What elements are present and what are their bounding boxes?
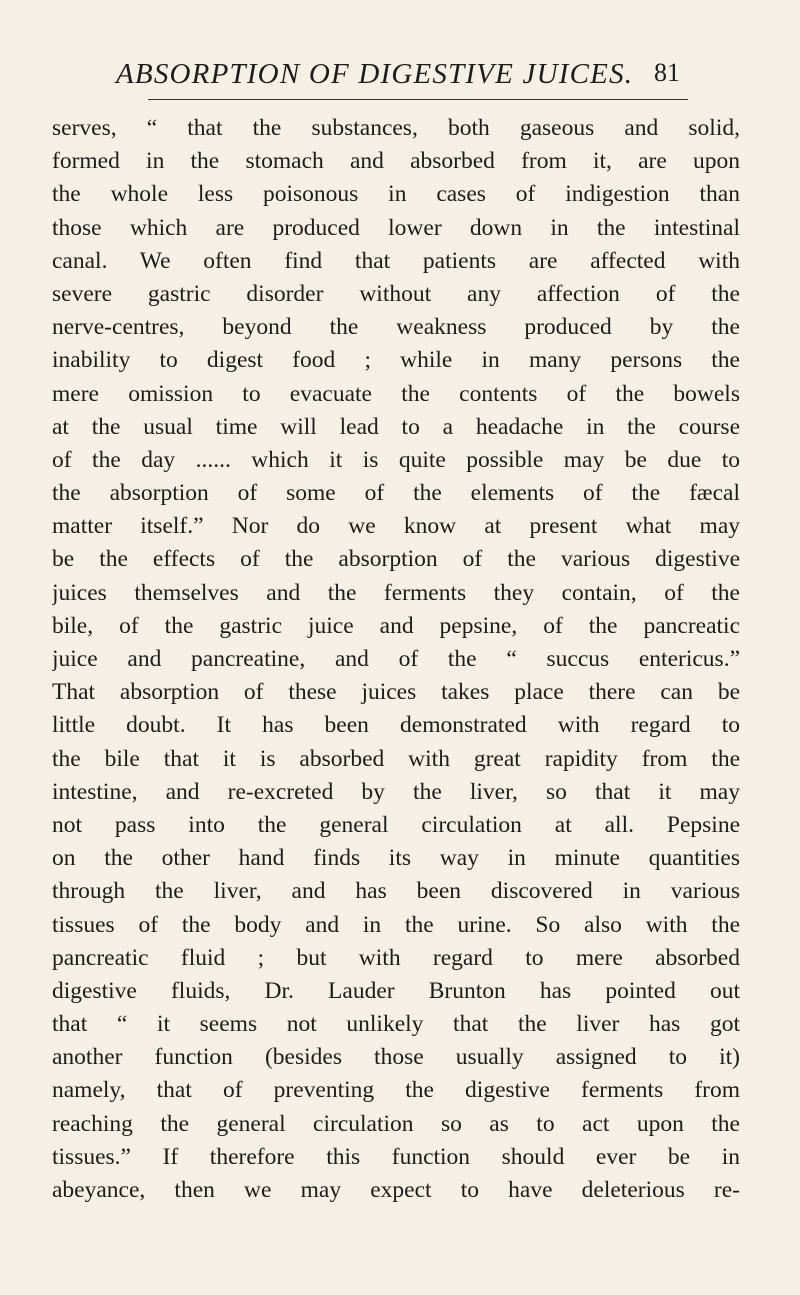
text-line: the absorption of some of the elements of the fæcal: [52, 480, 740, 507]
text-line: not pass into the general circulation at all. Pepsine: [52, 811, 740, 838]
text-line: on the other hand finds its way in minute quantities: [52, 845, 740, 872]
text-line: nerve-centres, beyond the weakness produced by the: [52, 314, 740, 341]
text-line: through the liver, and has been discovered in various: [52, 878, 740, 905]
text-line: those which are produced lower down in the intestinal: [52, 214, 740, 241]
text-line: tissues of the body and in the urine. So also with the: [52, 911, 740, 938]
text-line: another function (besides those usually assigned to it): [52, 1044, 740, 1071]
text-line: digestive fluids, Dr. Lauder Brunton has pointed out: [52, 977, 740, 1004]
text-line: intestine, and re-excreted by the liver, so that it may: [52, 778, 740, 805]
running-title: ABSORPTION OF DIGESTIVE JUICES.: [116, 58, 634, 90]
text-line: serves, “ that the substances, both gaseous and solid,: [52, 115, 740, 141]
text-line: the whole less poisonous in cases of indigestion than: [52, 181, 740, 208]
text-line: namely, that of preventing the digestive ferments from: [52, 1077, 740, 1104]
text-line: reaching the general circulation so as to act upon the: [52, 1110, 740, 1137]
text-line: severe gastric disorder without any affection of the: [52, 280, 740, 307]
text-line: mere omission to evacuate the contents of the bowels: [52, 380, 740, 407]
text-line: That absorption of these juices takes place there can be: [52, 679, 740, 706]
page-number: 81: [654, 58, 680, 87]
text-line: of the day ...... which it is quite possible may be due to: [52, 446, 740, 473]
text-line: canal. We often find that patients are affected with: [52, 247, 740, 274]
text-line: matter itself.” Nor do we know at present what may: [52, 513, 740, 540]
running-head: [116, 58, 688, 102]
text-line: abeyance, then we may expect to have deleterious re-: [52, 1177, 740, 1203]
text-line: pancreatic fluid ; but with regard to mere absorbed: [52, 944, 740, 971]
text-line: juices themselves and the ferments they contain, of the: [52, 579, 740, 606]
text-line: juice and pancreatine, and of the “ succus entericus.”: [52, 646, 740, 672]
header-rule: [148, 99, 688, 100]
body-paragraph: [52, 112, 740, 1207]
text-line: tissues.” If therefore this function should ever be in: [52, 1143, 740, 1170]
text-line: at the usual time will lead to a headache in the course: [52, 413, 740, 440]
text-line: the bile that it is absorbed with great rapidity from the: [52, 745, 740, 772]
text-line: formed in the stomach and absorbed from it, are upon: [52, 148, 740, 175]
text-line: bile, of the gastric juice and pepsine, of the pancreatic: [52, 612, 740, 639]
text-line: inability to digest food ; while in many persons the: [52, 347, 740, 374]
text-line: that “ it seems not unlikely that the liver has got: [52, 1011, 740, 1038]
text-line: be the effects of the absorption of the various digestive: [52, 546, 740, 573]
text-line: little doubt. It has been demonstrated with regard to: [52, 712, 740, 739]
